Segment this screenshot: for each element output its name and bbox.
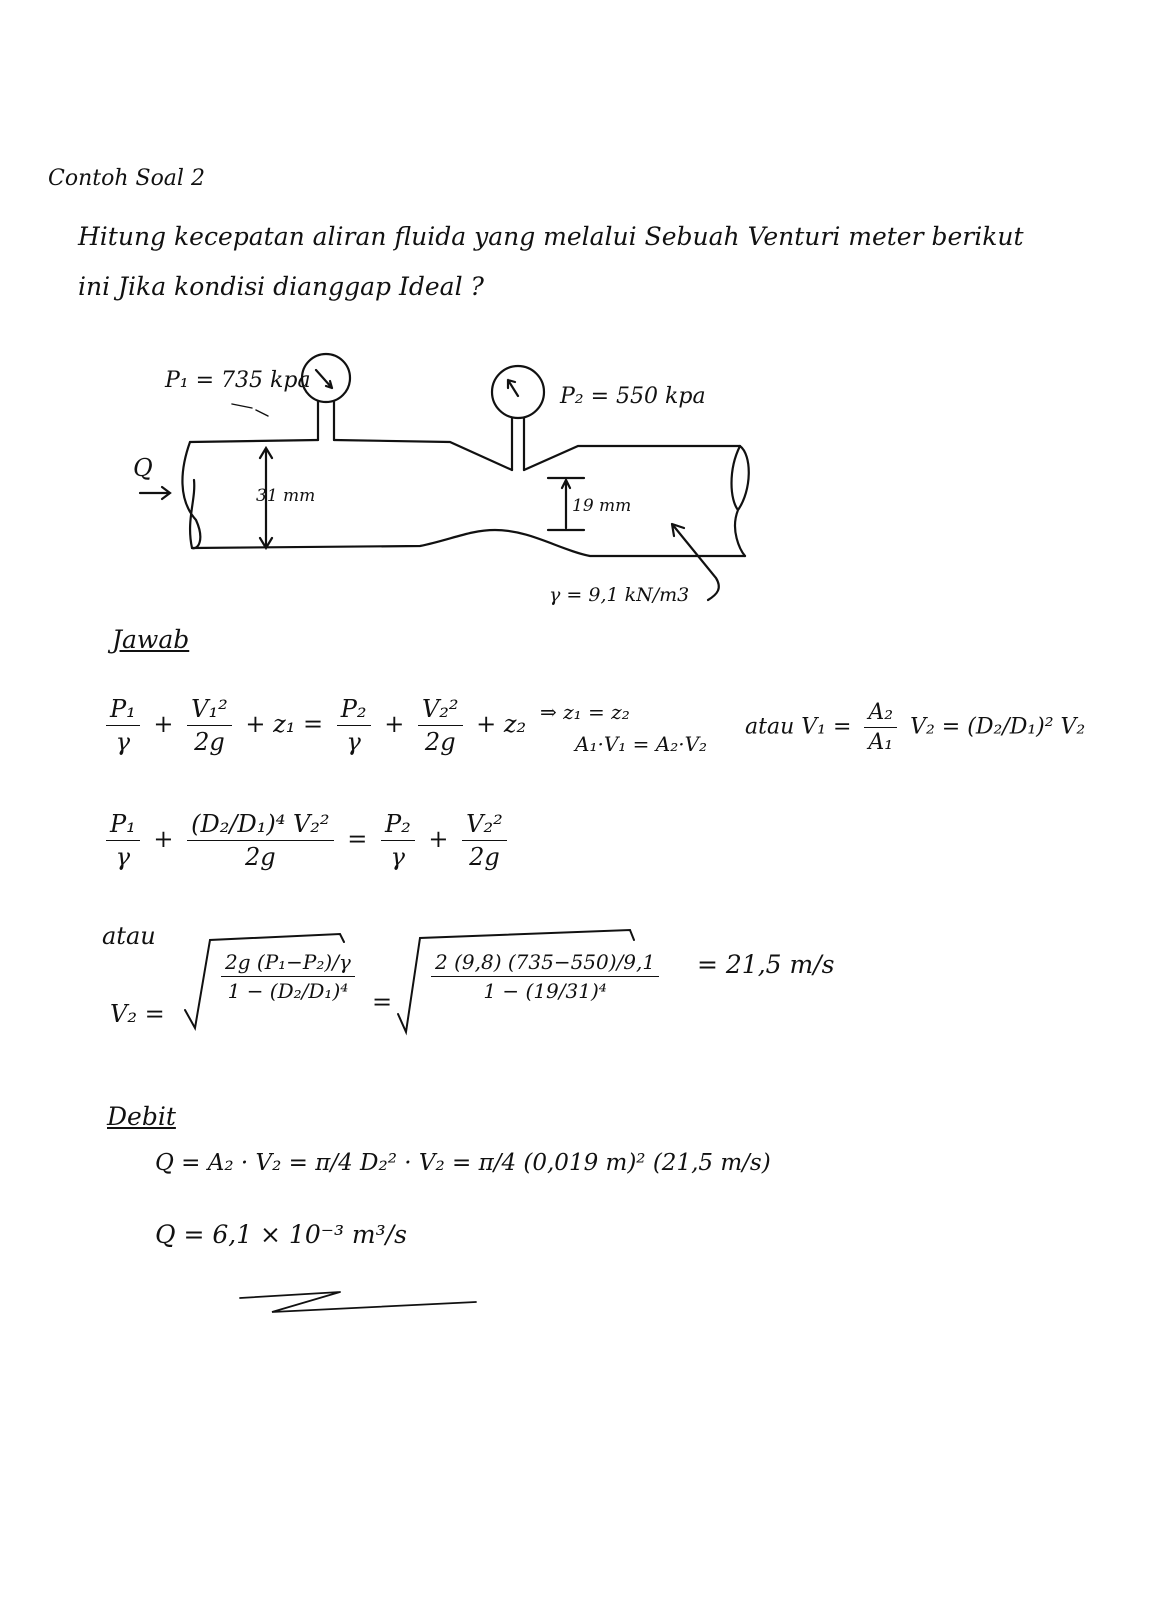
question-line-1: Hitung kecepatan aliran fluida yang melalui Sebuah Venturi meter berikut (78, 222, 1024, 251)
b-p2: P₂ (337, 695, 371, 726)
heading: Contoh Soal 2 (48, 166, 205, 191)
v2-equals: = (372, 988, 393, 1016)
v1-lhs: V₁ = (801, 714, 852, 740)
continuity-equation: A₁·V₁ = A₂·V₂ (575, 732, 708, 756)
b-p1: P₁ (106, 695, 140, 726)
jawab-heading: Jawab (112, 625, 190, 654)
b-v1sq: V₁² (187, 695, 232, 726)
v2-symbolic (215, 950, 361, 1003)
velocity-result: = 21,5 m/s (697, 950, 835, 979)
z-eq: z₁ = z₂ (563, 700, 630, 724)
debit-formula: Q = A₂ · V₂ = π/4 D₂² · V₂ = π/4 (0,019 m)² (21,5 m/s) (155, 1150, 771, 1176)
b-v2sq: V₂² (418, 695, 463, 726)
atau-word: atau (745, 714, 795, 740)
a1: A₁ (868, 730, 894, 755)
s-v2sq: V₂² (462, 810, 507, 841)
s-gamma2: γ (390, 843, 405, 871)
s-p2: P₂ (381, 810, 415, 841)
p1-label: P₁ = 735 kpa (165, 368, 311, 393)
v2-numeric (425, 950, 665, 1003)
b-gamma1: γ (115, 728, 131, 756)
s-gamma1: γ (115, 843, 131, 871)
a2: A₂ (864, 700, 897, 728)
s-p1: P₁ (106, 810, 140, 841)
v2-sym-den: 1 − (D₂/D₁)⁴ (227, 979, 349, 1003)
s-2g2: 2g (469, 843, 500, 871)
flow-label: Q (133, 454, 153, 482)
implies-arrow: ⇒ (540, 700, 557, 724)
v2-num-num: 2 (9,8) (735−550)/9,1 (431, 950, 659, 977)
debit-heading: Debit (107, 1102, 176, 1131)
debit-result: Q = 6,1 × 10⁻³ m³/s (155, 1220, 407, 1249)
substituted-equation: $\frac{\text{P₁}}{\gamma}$ + $\frac{\text{(D₂/D₁)⁴ V₂²}}{2g}$ = $\frac{\text{P₂}}{\gamma}$ + $\frac{\text{V₂²}}{2g}$ (100, 810, 513, 871)
d2-label: 19 mm (572, 496, 632, 516)
v2-lhs: V₂ = (110, 1000, 165, 1028)
gamma-label: γ = 9,1 kN/m3 (549, 584, 690, 606)
v2-num-den: 1 − (19/31)⁴ (483, 979, 607, 1003)
question-line-2: ini Jika kondisi dianggap Ideal ? (78, 272, 484, 301)
s-2g1: 2g (245, 843, 276, 871)
v2-sym-num: 2g (P₁−P₂)/γ (221, 950, 355, 977)
b-z1: + z₁ = (245, 710, 324, 738)
b-gamma2: γ (346, 728, 361, 756)
b-2g1: 2g (194, 728, 225, 756)
d1-label: 31 mm (256, 486, 316, 506)
p2-label: P₂ = 550 kpa (560, 384, 706, 409)
bernoulli-equation: $\frac{\text{P₁}}{\gamma}$ + $\frac{\text{V₁²}}{2g}$ + z₁ = $\frac{\text{P₂}}{\gamma}$ + $\frac{\text{V₂²}}{2g}$ + z₂ (100, 695, 526, 756)
b-2g2: 2g (424, 728, 456, 756)
v1-rest: V₂ = (D₂/D₁)² V₂ (910, 714, 1086, 740)
b-z2: + z₂ (476, 710, 527, 738)
atau-label: atau (102, 922, 156, 950)
s-num: (D₂/D₁)⁴ V₂² (187, 810, 333, 841)
